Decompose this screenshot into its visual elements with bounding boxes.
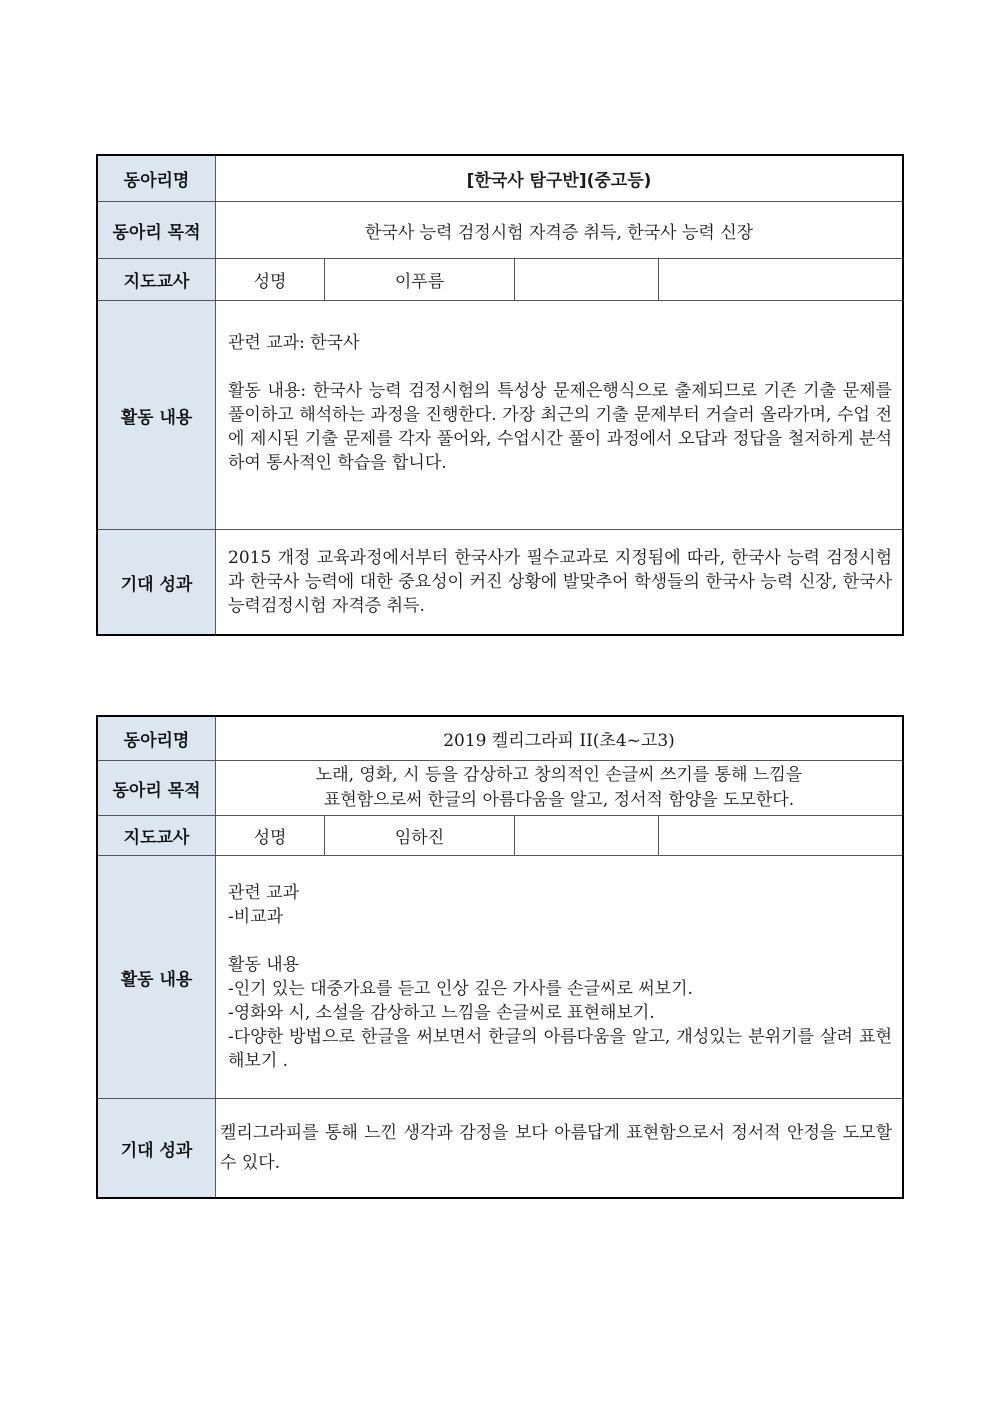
club-purpose-row: [98, 761, 902, 816]
outcome-row: [98, 1099, 902, 1197]
activity-label: 활동 내용: [98, 301, 216, 529]
outcome-content: [216, 1099, 902, 1197]
teacher-empty-cell: [659, 259, 902, 300]
outcome-label: 기대 성과: [98, 530, 216, 634]
activity-content: [216, 856, 902, 1098]
club-name-row: [98, 156, 902, 202]
teacher-label: 지도교사: [98, 259, 216, 300]
activity-content: [216, 301, 902, 529]
activity-subject-title: 관련 교과: [228, 883, 300, 903]
teacher-empty-cell: [659, 816, 902, 855]
outcome-label: 기대 성과: [98, 1099, 216, 1197]
activity-item: -인기 있는 대중가요를 듣고 인상 깊은 가사를 손글씨로 써보기.: [228, 979, 693, 999]
activity-description: 활동 내용: 한국사 능력 검정시험의 특성상 문제은행식으로 출제되므로 기존 기출 문제를 풀이하고 해석하는 과정을 진행한다. 가장 최근의 기출 문제부터 거슬러 올라가며, 수업 전에 제시된 기출 문제를 각자 풀어와, 수업시간 풀이 과정에서 오답과 정답을 철저하게 분석하여 통사적인 학습을 합니다.: [228, 381, 892, 473]
club-name: [한국사 탐구반](중고등): [466, 171, 652, 191]
outcome-text: 켈리그라피를 통해 느낀 생각과 감정을 보다 아름답게 표현함으로서 정서적 안정을 도모할 수 있다.: [220, 1123, 892, 1173]
teacher-name: 이푸름: [325, 259, 515, 300]
activity-subject: 관련 교과: 한국사: [228, 333, 360, 353]
teacher-empty-cell: [515, 259, 659, 300]
outcome-text: 2015 개정 교육과정에서부터 한국사가 필수교과로 지정됨에 따라, 한국사 능력 검정시험과 한국사 능력에 대한 중요성이 커진 상황에 발맞추어 학생들의 한국사 능력 신장, 한국사능력검정시험 자격증 취득.: [228, 548, 892, 616]
teacher-name-label: 성명: [216, 816, 325, 855]
teacher-row: [98, 816, 902, 856]
activity-item: -다양한 방법으로 한글을 써보면서 한글의 아름다움을 알고, 개성있는 분위기를 살려 표현해보기 .: [228, 1027, 892, 1071]
club-purpose: [216, 761, 902, 815]
teacher-label: 지도교사: [98, 816, 216, 855]
club-name: 2019 켈리그라피 II(초4~고3): [443, 731, 675, 751]
club-purpose-line: 표현함으로써 한글의 아름다움을 알고, 정서적 함양을 도모한다.: [323, 790, 795, 810]
club-purpose: 한국사 능력 검정시험 자격증 취득, 한국사 능력 신장: [364, 222, 754, 243]
club-purpose-label: 동아리 목적: [98, 761, 216, 815]
outcome-row: [98, 530, 902, 634]
club-purpose-row: [98, 202, 902, 259]
club-table-2: [96, 715, 904, 1199]
club-name-label: 동아리명: [98, 717, 216, 760]
teacher-empty-cell: [515, 816, 659, 855]
activity-item: -영화와 시, 소설을 감상하고 느낌을 손글씨로 표현해보기.: [228, 1003, 655, 1023]
teacher-name-label: 성명: [216, 259, 325, 300]
teacher-row: [98, 259, 902, 301]
teacher-name: 임하진: [325, 816, 515, 855]
activity-label: 활동 내용: [98, 856, 216, 1098]
club-name-row: [98, 717, 902, 761]
club-purpose-line: 노래, 영화, 시 등을 감상하고 창의적인 손글씨 쓰기를 통해 느낌을: [315, 765, 803, 785]
activity-row: [98, 301, 902, 530]
teacher-cells: [216, 816, 902, 855]
club-name-label: 동아리명: [98, 156, 216, 201]
activity-title: 활동 내용: [228, 955, 300, 975]
teacher-cells: [216, 259, 902, 300]
club-table-1: [96, 154, 904, 636]
club-purpose-label: 동아리 목적: [98, 202, 216, 258]
activity-subject: -비교과: [228, 907, 284, 927]
outcome-content: [216, 530, 902, 634]
activity-row: [98, 856, 902, 1099]
